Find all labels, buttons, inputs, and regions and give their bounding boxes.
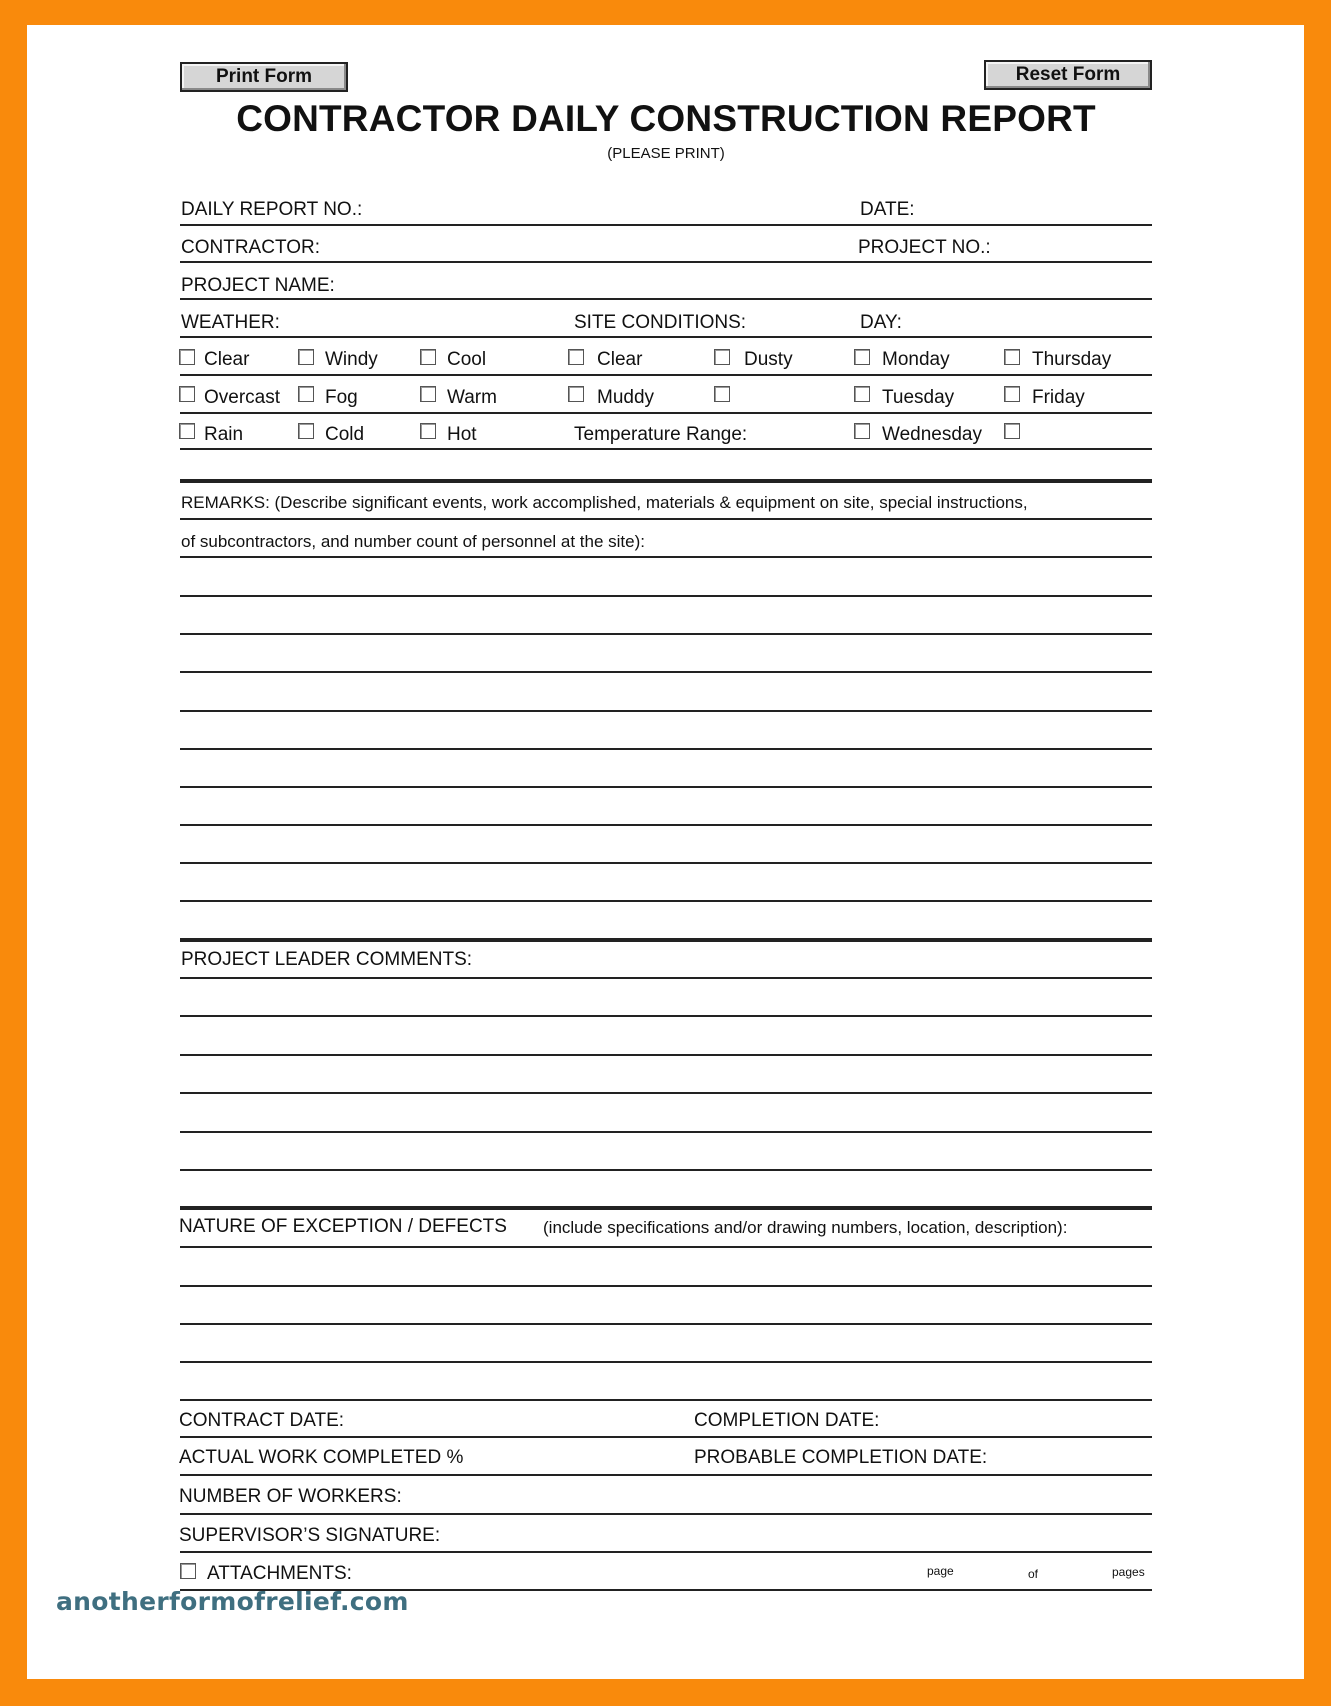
day-tuesday-checkbox[interactable] <box>854 386 870 402</box>
site-watermark: anotherformofrelief.com <box>56 1587 409 1616</box>
day-label: DAY: <box>860 312 902 333</box>
weather-label: WEATHER: <box>181 312 280 333</box>
writing-line <box>180 977 1152 979</box>
day-friday-checkbox[interactable] <box>1004 386 1020 402</box>
weather-warm-label: Warm <box>447 387 497 408</box>
writing-line <box>180 1399 1152 1401</box>
divider <box>180 298 1152 300</box>
writing-line <box>180 748 1152 750</box>
writing-line <box>180 1131 1152 1133</box>
divider <box>180 448 1152 450</box>
reset-form-button[interactable]: Reset Form <box>984 60 1152 90</box>
weather-hot-label: Hot <box>447 424 477 445</box>
site-muddy-checkbox[interactable] <box>568 386 584 402</box>
project-leader-comments-label: PROJECT LEADER COMMENTS: <box>181 949 473 970</box>
divider <box>180 261 1152 263</box>
exceptions-label: NATURE OF EXCEPTION / DEFECTS <box>179 1216 507 1237</box>
project-name-label: PROJECT NAME: <box>181 275 335 296</box>
weather-fog-label: Fog <box>325 387 358 408</box>
weather-hot-checkbox[interactable] <box>420 423 436 439</box>
day-friday-label: Friday <box>1032 387 1085 408</box>
date-label: DATE: <box>860 199 915 220</box>
day-thursday-label: Thursday <box>1032 349 1112 370</box>
writing-line <box>180 1361 1152 1363</box>
site-clear-checkbox[interactable] <box>568 349 584 365</box>
weather-rain-checkbox[interactable] <box>179 423 195 439</box>
page-title: CONTRACTOR DAILY CONSTRUCTION REPORT <box>236 98 1096 139</box>
day-monday-checkbox[interactable] <box>854 349 870 365</box>
section-divider <box>180 479 1152 483</box>
page-subtitle: (PLEASE PRINT) <box>607 145 725 162</box>
day-thursday-checkbox[interactable] <box>1004 349 1020 365</box>
section-divider <box>180 938 1152 942</box>
writing-line <box>180 633 1152 635</box>
writing-line <box>180 786 1152 788</box>
remarks-label: REMARKS: (Describe significant events, work accomplished, materials & equipment on site, special instructions, <box>181 493 1028 512</box>
writing-line <box>180 595 1152 597</box>
site-conditions-label: SITE CONDITIONS: <box>574 312 747 333</box>
divider <box>180 224 1152 226</box>
site-clear-label: Clear <box>597 349 643 370</box>
weather-clear-checkbox[interactable] <box>179 349 195 365</box>
writing-line <box>180 710 1152 712</box>
site-dusty-label: Dusty <box>744 349 793 370</box>
contract-date-label: CONTRACT DATE: <box>179 1410 345 1431</box>
writing-line <box>180 824 1152 826</box>
weather-clear-label: Clear <box>204 349 250 370</box>
writing-line <box>180 518 1152 520</box>
weather-cool-label: Cool <box>447 349 487 370</box>
exceptions-detail: (include specifications and/or drawing numbers, location, description): <box>543 1218 1068 1237</box>
writing-line <box>180 556 1152 558</box>
day-wednesday-checkbox[interactable] <box>854 423 870 439</box>
temperature-range-label: Temperature Range: <box>574 424 748 445</box>
contractor-label: CONTRACTOR: <box>181 237 320 258</box>
day-monday-label: Monday <box>882 349 950 370</box>
weather-windy-checkbox[interactable] <box>298 349 314 365</box>
divider <box>180 412 1152 414</box>
weather-cool-checkbox[interactable] <box>420 349 436 365</box>
writing-line <box>180 1246 1152 1248</box>
divider <box>180 374 1152 376</box>
weather-overcast-checkbox[interactable] <box>179 386 195 402</box>
section-divider <box>180 1206 1152 1210</box>
of-label: of <box>1028 1567 1039 1581</box>
site-other-checkbox[interactable] <box>714 386 730 402</box>
site-muddy-label: Muddy <box>597 387 655 408</box>
writing-line <box>180 900 1152 902</box>
divider <box>180 1474 1152 1476</box>
daily-report-no-label: DAILY REPORT NO.: <box>181 199 363 220</box>
day-wednesday-label: Wednesday <box>882 424 982 445</box>
pages-label: pages <box>1112 1565 1145 1579</box>
weather-overcast-label: Overcast <box>204 387 281 408</box>
print-form-button[interactable]: Print Form <box>180 62 348 92</box>
weather-rain-label: Rain <box>204 424 244 445</box>
writing-line <box>180 1285 1152 1287</box>
divider <box>180 336 1152 338</box>
divider <box>180 1551 1152 1553</box>
divider <box>180 1513 1152 1515</box>
writing-line <box>180 862 1152 864</box>
attachments-checkbox[interactable] <box>180 1563 196 1579</box>
supervisor-signature-label: SUPERVISOR’S SIGNATURE: <box>179 1525 441 1546</box>
writing-line <box>180 1015 1152 1017</box>
writing-line <box>180 1169 1152 1171</box>
page-label: page <box>927 1564 954 1578</box>
actual-work-completed-label: ACTUAL WORK COMPLETED % <box>179 1447 464 1468</box>
weather-cold-checkbox[interactable] <box>298 423 314 439</box>
weather-warm-checkbox[interactable] <box>420 386 436 402</box>
writing-line <box>180 1092 1152 1094</box>
weather-windy-label: Windy <box>325 349 378 370</box>
writing-line <box>180 1054 1152 1056</box>
writing-line <box>180 671 1152 673</box>
weather-fog-checkbox[interactable] <box>298 386 314 402</box>
completion-date-label: COMPLETION DATE: <box>694 1410 880 1431</box>
weather-cold-label: Cold <box>325 424 365 445</box>
divider <box>180 1436 1152 1438</box>
day-tuesday-label: Tuesday <box>882 387 955 408</box>
attachments-label: ATTACHMENTS: <box>207 1563 352 1584</box>
project-no-label: PROJECT NO.: <box>858 237 991 258</box>
day-other-checkbox[interactable] <box>1004 423 1020 439</box>
writing-line <box>180 1323 1152 1325</box>
site-dusty-checkbox[interactable] <box>714 349 730 365</box>
number-of-workers-label: NUMBER OF WORKERS: <box>179 1486 402 1507</box>
probable-completion-date-label: PROBABLE COMPLETION DATE: <box>694 1447 988 1468</box>
remarks-label-continued: of subcontractors, and number count of personnel at the site): <box>181 532 645 551</box>
